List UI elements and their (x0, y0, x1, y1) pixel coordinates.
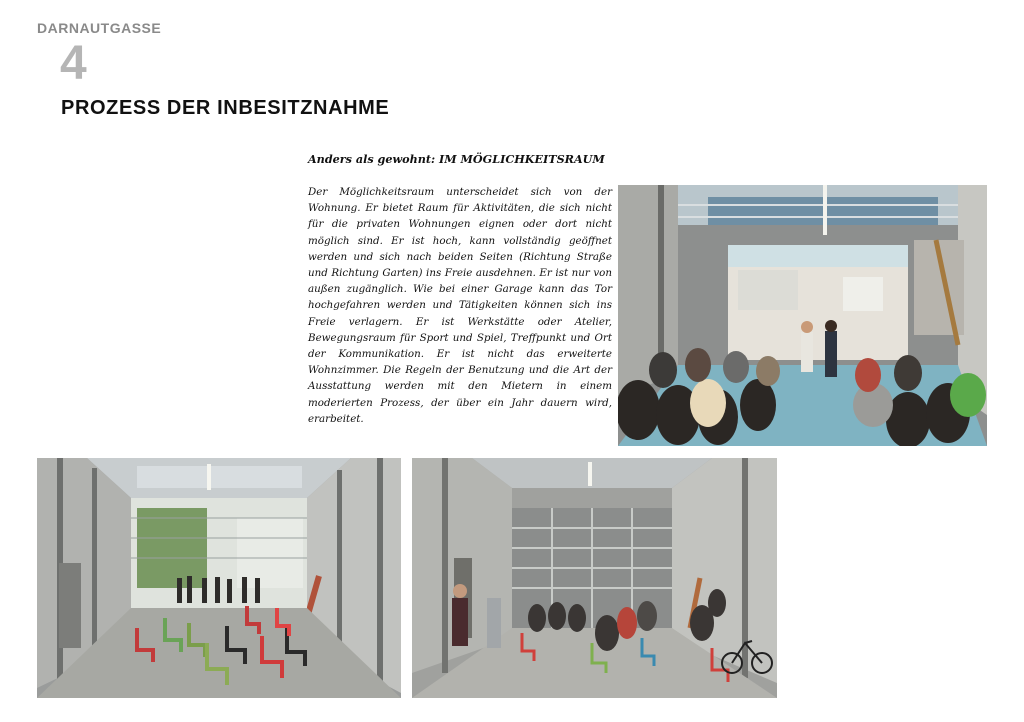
photo-workshop-meeting (618, 185, 987, 446)
chapter-number: 4 (60, 37, 87, 90)
section-label: DARNAUTGASSE (37, 20, 162, 36)
photo-hall-closed-gate (412, 458, 777, 698)
page-title: PROZESS DER INBESITZNAHME (61, 97, 390, 119)
photo-hall-open-gate (37, 458, 401, 698)
article-subtitle: Anders als gewohnt: IM MÖGLICHKEITSRAUM (308, 152, 605, 166)
article-body: Der Möglichkeitsraum unterscheidet sich von der Wohnung. Er bietet Raum für Aktivitäten, die sich nicht für die privaten Wohnungen eignen oder dort nicht möglich sind. Er ist hoch, kann vollständig geöffnet werden und sich nach beiden Seiten (Richtung Straße und Richtung Garten) ins Freie ausdehnen. Er ist nur von außen zugänglich. Wie bei einer Garage kann das Tor hochgefahren werden und Tätigkeiten können sich ins Freie verlagern. Er ist Werkstätte oder Atelier, Bewegungsraum für Sport und Spiel, Treffpunkt und Ort der Kommunikation. Er ist nicht das erweiterte Wohnzimmer. Die Regeln der Benutzung und die Art der Ausstattung werden mit den Mietern in einem moderierten Prozess, der über ein Jahr dauern wird, erarbeitet. (308, 186, 612, 425)
